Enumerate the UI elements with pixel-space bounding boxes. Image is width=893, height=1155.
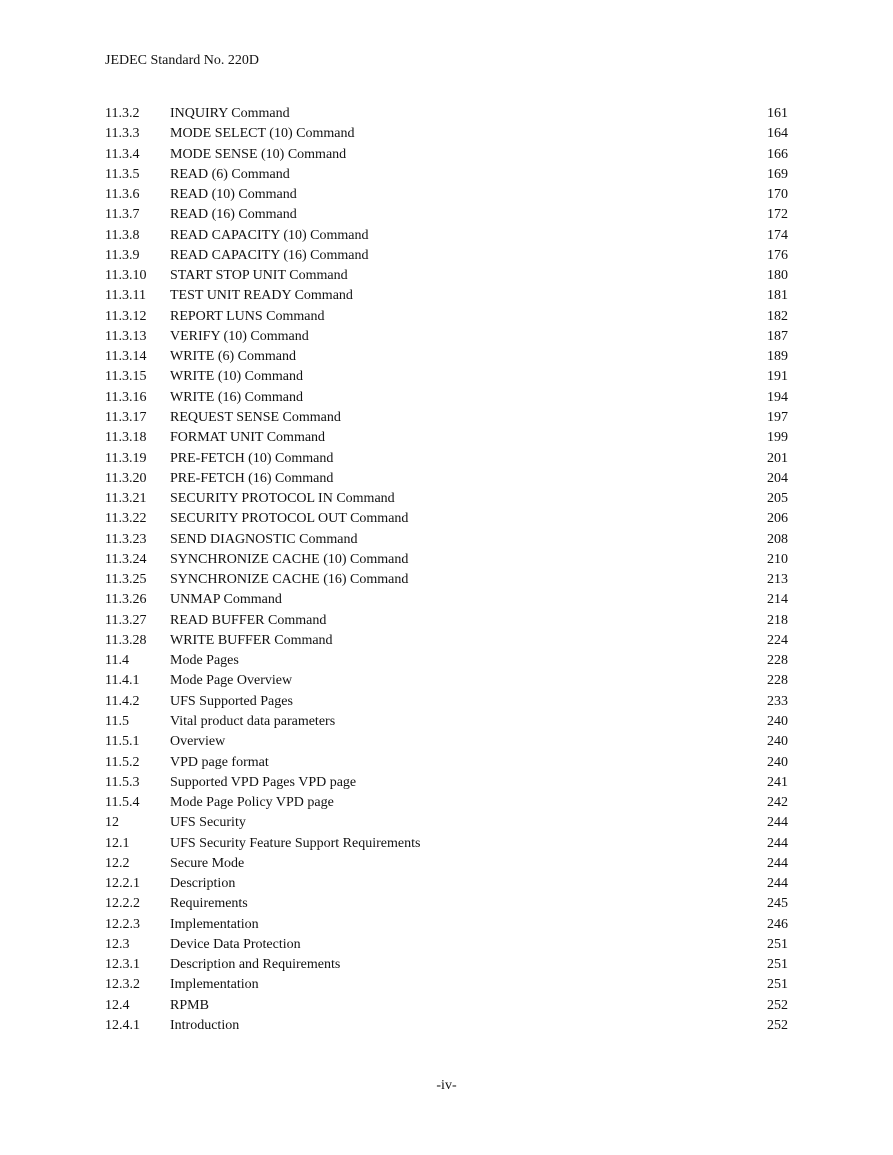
toc-section-number: 12.3: [105, 936, 130, 952]
toc-entry[interactable]: [105, 327, 788, 347]
toc-entry[interactable]: [105, 631, 788, 651]
toc-page-number: 241: [767, 774, 788, 790]
toc-section-number: 11.3.2: [105, 106, 140, 121]
toc-section-title: READ (6) Command: [170, 166, 290, 182]
toc-page-number: 176: [767, 247, 788, 263]
toc-entry[interactable]: [105, 874, 788, 894]
toc-section-title: READ BUFFER Command: [170, 612, 327, 628]
toc-section-number: 11.4: [105, 653, 129, 669]
toc-entry[interactable]: [105, 509, 788, 529]
toc-page-number: 169: [767, 166, 788, 182]
toc-entry[interactable]: [105, 286, 788, 306]
toc-section-number: 11.3.27: [105, 612, 147, 628]
toc-page-number: 240: [767, 713, 788, 729]
toc-page-number: 199: [767, 430, 788, 446]
toc-page-number: 252: [767, 997, 788, 1013]
toc-section-number: 12.4.1: [105, 1017, 140, 1033]
toc-section-number: 11.5.4: [105, 795, 140, 811]
toc-entry[interactable]: [105, 307, 788, 327]
toc-page-number: 208: [767, 531, 788, 547]
toc-entry[interactable]: [105, 469, 788, 489]
toc-entry[interactable]: [105, 226, 788, 246]
toc-entry[interactable]: [105, 185, 788, 205]
toc-entry[interactable]: [105, 793, 788, 813]
toc-section-number: 11.3.24: [105, 551, 147, 567]
toc-section-number: 11.5.2: [105, 754, 140, 770]
toc-page-number: 189: [767, 349, 788, 365]
toc-entry[interactable]: [105, 996, 788, 1016]
toc-section-title: SYNCHRONIZE CACHE (10) Command: [170, 551, 409, 567]
toc-page-number: 166: [767, 146, 788, 162]
toc-page-number: 187: [767, 328, 788, 344]
toc-section-title: UNMAP Command: [170, 592, 282, 608]
toc-section-title: INQUIRY Command: [170, 106, 290, 121]
toc-entry[interactable]: [105, 712, 788, 732]
toc-page-number: 251: [767, 957, 788, 973]
toc-page-number: 180: [767, 268, 788, 284]
toc-section-number: 11.3.20: [105, 470, 147, 486]
toc-section-number: 11.3.16: [105, 389, 147, 405]
toc-page-number: 197: [767, 409, 788, 425]
toc-page-number: 201: [767, 450, 788, 466]
toc-section-number: 11.4.2: [105, 693, 140, 709]
toc-section-title: WRITE (6) Command: [170, 349, 296, 365]
toc-entry[interactable]: [105, 104, 788, 124]
toc-entry[interactable]: [105, 590, 788, 610]
toc-section-number: 11.3.4: [105, 146, 140, 162]
toc-section-title: PRE-FETCH (10) Command: [170, 450, 334, 466]
toc-entry[interactable]: [105, 692, 788, 712]
toc-entry[interactable]: [105, 915, 788, 935]
toc-section-title: Introduction: [170, 1017, 240, 1033]
toc-section-title: READ (16) Command: [170, 207, 297, 223]
toc-page-number: 244: [767, 876, 788, 892]
toc-section-number: 11.3.18: [105, 430, 147, 446]
toc-section-title: READ CAPACITY (16) Command: [170, 247, 369, 263]
toc-page-number: 244: [767, 855, 788, 871]
page-number: -iv-: [436, 1078, 457, 1093]
toc-section-number: 11.3.9: [105, 247, 140, 263]
toc-section-number: 12.4: [105, 997, 130, 1013]
toc-section-number: 11.3.28: [105, 632, 147, 648]
toc-section-number: 11.3.21: [105, 491, 147, 507]
toc-section-title: MODE SENSE (10) Command: [170, 146, 347, 162]
toc-entry[interactable]: [105, 246, 788, 266]
toc-section-title: MODE SELECT (10) Command: [170, 126, 355, 142]
toc-entry[interactable]: [105, 266, 788, 286]
toc-section-title: Description: [170, 876, 236, 892]
toc-page-number: 205: [767, 491, 788, 507]
toc-section-number: 12.2.1: [105, 876, 140, 892]
toc-section-title: READ CAPACITY (10) Command: [170, 227, 369, 243]
toc-section-number: 11.3.19: [105, 450, 147, 466]
toc-entry[interactable]: [105, 773, 788, 793]
toc-section-number: 11.3.8: [105, 227, 140, 243]
toc-section-number: 12: [105, 815, 119, 831]
toc-section-title: SECURITY PROTOCOL OUT Command: [170, 511, 409, 527]
toc-section-title: Device Data Protection: [170, 936, 301, 952]
toc-page-number: 244: [767, 835, 788, 851]
toc-section-title: SEND DIAGNOSTIC Command: [170, 531, 358, 547]
toc-section-title: SYNCHRONIZE CACHE (16) Command: [170, 572, 409, 588]
toc-section-number: 11.3.12: [105, 308, 147, 324]
toc-section-title: Implementation: [170, 977, 259, 993]
toc-page-number: 242: [767, 795, 788, 811]
toc-page-number: 245: [767, 896, 788, 912]
toc-entry[interactable]: [105, 834, 788, 854]
toc-section-title: Mode Pages: [170, 653, 239, 669]
toc-entry[interactable]: [105, 530, 788, 550]
toc-page-number: 240: [767, 754, 788, 770]
toc-entry[interactable]: [105, 975, 788, 995]
toc-section-title: UFS Security Feature Support Requirements: [170, 835, 421, 851]
toc-entry[interactable]: [105, 813, 788, 833]
toc-entry[interactable]: [105, 753, 788, 773]
toc-section-number: 11.3.14: [105, 349, 147, 365]
toc-page-number: 246: [767, 916, 788, 932]
toc-page-number: 174: [767, 227, 788, 243]
toc-section-title: Vital product data parameters: [170, 713, 336, 729]
table-of-contents: [105, 104, 788, 1036]
toc-section-title: TEST UNIT READY Command: [170, 288, 353, 304]
toc-section-title: PRE-FETCH (16) Command: [170, 470, 334, 486]
toc-section-title: WRITE BUFFER Command: [170, 632, 333, 648]
toc-page-number: 181: [767, 288, 788, 304]
toc-section-title: WRITE (16) Command: [170, 389, 303, 405]
toc-page-number: 251: [767, 936, 788, 952]
toc-section-title: UFS Supported Pages: [170, 693, 293, 709]
toc-page-number: 251: [767, 977, 788, 993]
toc-entry[interactable]: [105, 550, 788, 570]
toc-section-title: UFS Security: [170, 815, 246, 831]
toc-section-number: 11.3.17: [105, 409, 147, 425]
toc-section-title: WRITE (10) Command: [170, 369, 303, 385]
toc-section-title: Implementation: [170, 916, 259, 932]
toc-section-number: 11.3.3: [105, 126, 140, 142]
toc-entry[interactable]: [105, 205, 788, 225]
toc-section-number: 11.3.23: [105, 531, 147, 547]
toc-page-number: 170: [767, 187, 788, 203]
toc-section-number: 12.2.3: [105, 916, 140, 932]
toc-entry[interactable]: [105, 408, 788, 428]
toc-section-number: 12.2: [105, 855, 130, 871]
toc-entry[interactable]: [105, 388, 788, 408]
toc-entry[interactable]: [105, 671, 788, 691]
toc-section-title: VPD page format: [170, 754, 269, 770]
toc-section-title: START STOP UNIT Command: [170, 268, 348, 284]
toc-section-number: 11.3.5: [105, 166, 140, 182]
toc-section-title: FORMAT UNIT Command: [170, 430, 326, 446]
toc-entry[interactable]: [105, 124, 788, 144]
toc-section-number: 11.5: [105, 713, 129, 729]
toc-section-number: 11.5.3: [105, 774, 140, 790]
toc-section-number: 11.3.13: [105, 328, 147, 344]
toc-page-number: 213: [767, 572, 788, 588]
toc-entry[interactable]: [105, 367, 788, 387]
toc-section-number: 11.4.1: [105, 673, 140, 689]
toc-entry[interactable]: [105, 1016, 788, 1036]
toc-section-title: Description and Requirements: [170, 957, 341, 973]
toc-section-number: 12.3.2: [105, 977, 140, 993]
page-header: JEDEC Standard No. 220D: [105, 53, 259, 68]
toc-section-title: RPMB: [170, 997, 209, 1013]
toc-page-number: 194: [767, 389, 788, 405]
toc-entry[interactable]: [105, 935, 788, 955]
toc-section-number: 11.3.15: [105, 369, 147, 385]
toc-section-title: Mode Page Policy VPD page: [170, 795, 334, 811]
toc-section-number: 11.3.10: [105, 268, 147, 284]
toc-page-number: 214: [767, 592, 788, 608]
toc-section-title: Secure Mode: [170, 855, 245, 871]
toc-entry[interactable]: [105, 611, 788, 631]
toc-section-number: 11.3.25: [105, 572, 147, 588]
toc-page-number: 161: [767, 106, 788, 121]
toc-section-title: VERIFY (10) Command: [170, 328, 309, 344]
toc-section-title: REPORT LUNS Command: [170, 308, 325, 324]
toc-section-number: 12.1: [105, 835, 130, 851]
toc-page-number: 206: [767, 511, 788, 527]
toc-section-number: 11.3.7: [105, 207, 140, 223]
toc-section-title: READ (10) Command: [170, 187, 297, 203]
toc-entry[interactable]: [105, 347, 788, 367]
toc-page-number: 240: [767, 734, 788, 750]
toc-section-number: 12.3.1: [105, 957, 140, 973]
toc-page-number: 182: [767, 308, 788, 324]
toc-section-number: 11.3.26: [105, 592, 147, 608]
toc-section-number: 12.2.2: [105, 896, 140, 912]
toc-entry[interactable]: [105, 732, 788, 752]
toc-entry[interactable]: [105, 570, 788, 590]
toc-section-title: SECURITY PROTOCOL IN Command: [170, 491, 395, 507]
toc-section-number: 11.3.6: [105, 187, 140, 203]
toc-entry[interactable]: [105, 449, 788, 469]
toc-entry[interactable]: [105, 955, 788, 975]
toc-page-number: 204: [767, 470, 788, 486]
toc-section-number: 11.3.22: [105, 511, 147, 527]
toc-section-title: Overview: [170, 734, 226, 750]
toc-page-number: 252: [767, 1017, 788, 1033]
toc-page-number: 164: [767, 126, 788, 142]
toc-page-number: 233: [767, 693, 788, 709]
toc-entry[interactable]: [105, 145, 788, 165]
toc-page-number: 210: [767, 551, 788, 567]
toc-section-number: 11.5.1: [105, 734, 140, 750]
toc-section-number: 11.3.11: [105, 288, 146, 304]
toc-page-number: 172: [767, 207, 788, 223]
toc-page-number: 218: [767, 612, 788, 628]
toc-section-title: Supported VPD Pages VPD page: [170, 774, 357, 790]
toc-entry[interactable]: [105, 428, 788, 448]
toc-entry[interactable]: [105, 489, 788, 509]
toc-entry[interactable]: [105, 854, 788, 874]
toc-section-title: REQUEST SENSE Command: [170, 409, 341, 425]
toc-section-title: Requirements: [170, 896, 248, 912]
toc-page-number: 228: [767, 673, 788, 689]
toc-entry[interactable]: [105, 894, 788, 914]
toc-page-number: 228: [767, 653, 788, 669]
toc-entry[interactable]: [105, 651, 788, 671]
toc-page-number: 191: [767, 369, 788, 385]
toc-entry[interactable]: [105, 165, 788, 185]
toc-section-title: Mode Page Overview: [170, 673, 293, 689]
toc-page-number: 244: [767, 815, 788, 831]
toc-page-number: 224: [767, 632, 788, 648]
